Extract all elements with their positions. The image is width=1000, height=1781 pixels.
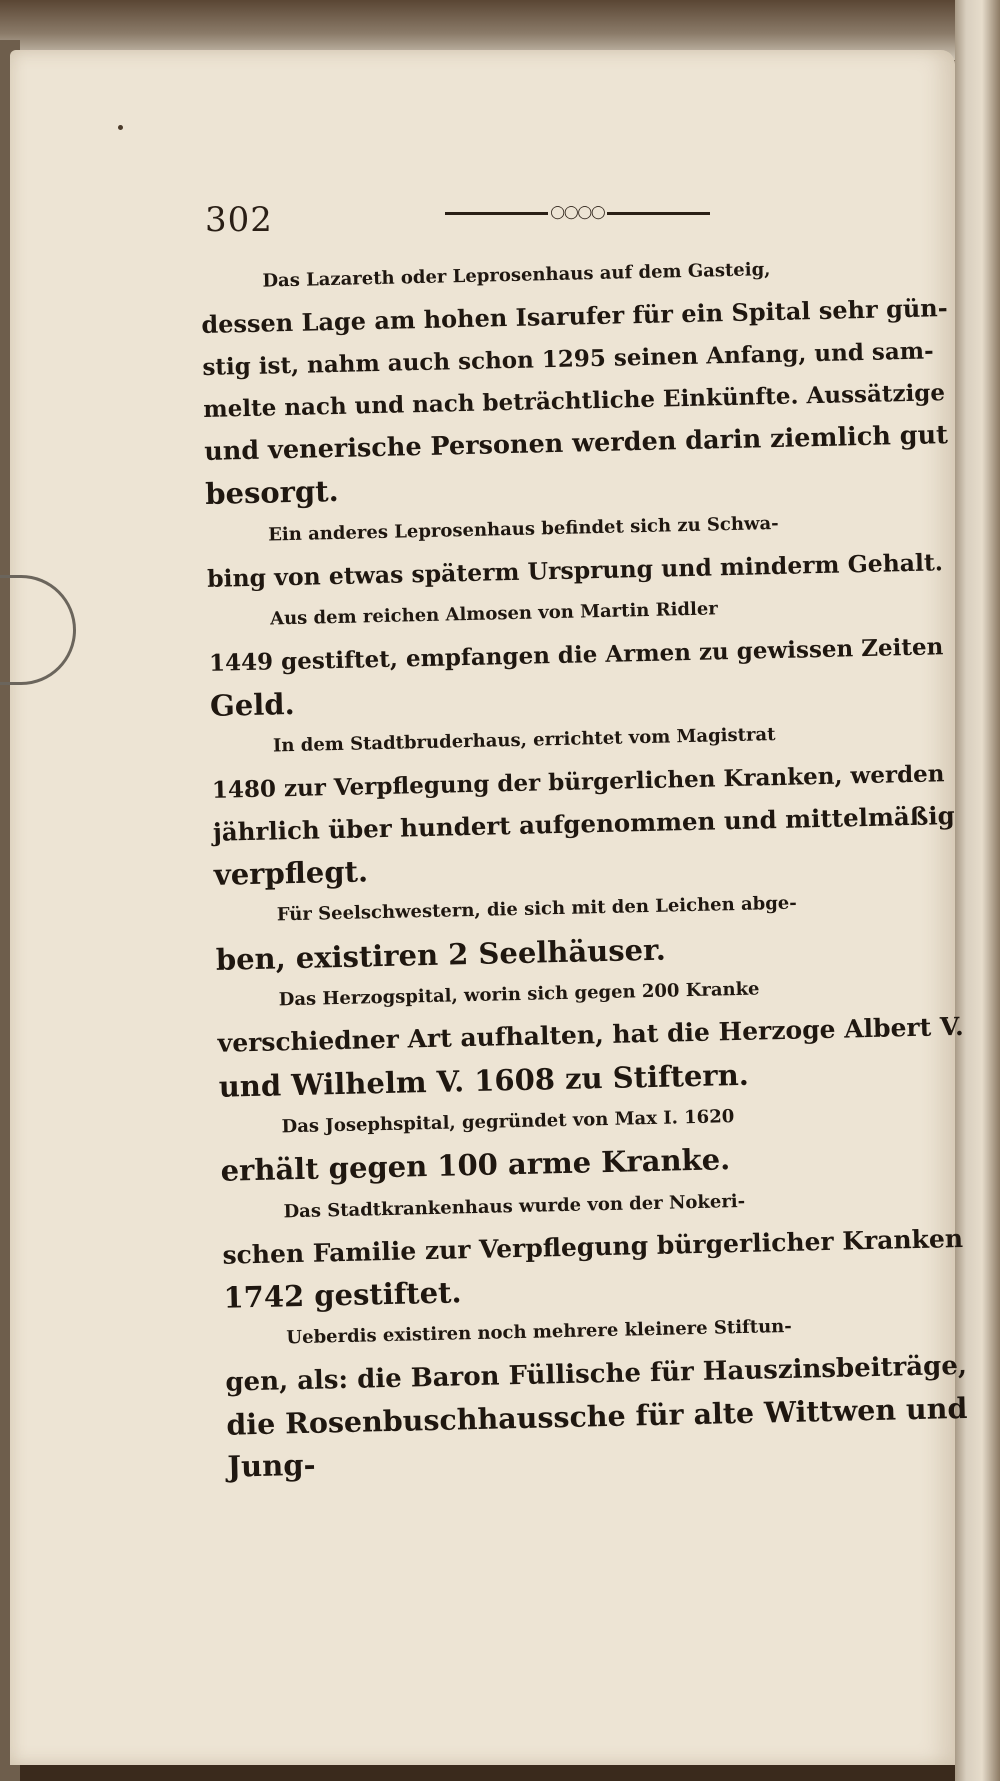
page-header [205,200,805,250]
ink-spot [118,125,123,130]
text-line: jährlich über hundert aufgenommen und mittelmäßig [212,800,956,847]
text-line: Das Stadtkrankenhaus wurde von der Nokeri- [283,1190,746,1222]
rule-line-left [445,212,548,215]
text-line: die Rosenbuschhaussche für alte Wittwen und [226,1390,968,1442]
text-line: besorgt. [204,474,340,512]
text-line: Ein anderes Leprosenhaus befindet sich zu Schwa- [267,512,779,546]
text-line: Aus dem reichen Almosen von Martin Ridler [269,598,719,630]
text-line: verschiedner Art aufhalten, hat die Herzoge Albert V. [217,1012,964,1059]
text-line: 1742 gestiftet. [223,1275,462,1315]
text-line: stig ist, nahm auch schon 1295 seinen Anfang, und sam- [202,336,934,381]
text-line: und venerische Personen werden darin ziemlich gut [203,420,949,468]
text-line: Das Lazareth oder Leprosenhaus auf dem Gasteig, [262,259,771,292]
text-line: Für Seelschwestern, die sich mit den Leichen abge- [276,893,797,926]
text-line: ben, existiren 2 Seelhäuser. [215,932,667,977]
text-line: und Wilhelm V. 1608 zu Stiftern. [218,1057,750,1104]
text-line: Jung- [226,1448,316,1484]
text-line: Ueberdis existiren noch mehrere kleinere Stiftun- [286,1316,792,1349]
text-line: Das Josephspital, gegründet von Max I. 1620 [281,1106,735,1138]
page-number: 302 [205,200,273,240]
text-line: Geld. [209,686,296,723]
text-line: In dem Stadtbruderhaus, errichtet vom Magistrat [272,724,776,757]
next-page-edge [955,0,1000,1781]
text-line: verpflegt. [213,854,369,892]
text-line: erhält gegen 100 arme Kranke. [220,1142,731,1188]
text-line: Das Herzogspital, worin sich gegen 200 Kranke [278,978,760,1011]
text-line: 1480 zur Verpflegung der bürgerlichen Kranken, werden [211,759,945,804]
bleed-through-text [963,0,998,1781]
text-line: melte nach und nach beträchtliche Einkünfte. Aussätzige [203,379,946,423]
text-line: bing von etwas späterm Ursprung und minderm Gehalt. [206,548,944,593]
ornamental-rule [445,206,710,220]
text-line: gen, als: die Baron Füllische für Hauszinsbeiträge, [225,1350,968,1398]
text-line: dessen Lage am hohen Isarufer für ein Spital sehr gün- [201,293,948,340]
rule-ornament-icon: ◯◯◯◯ [550,205,605,220]
page-body-text [200,245,973,1488]
rule-line-right [607,212,710,215]
text-line: 1449 gestiftet, empfangen die Armen zu gewissen Zeiten [208,632,944,677]
text-line: schen Familie zur Verpflegung bürgerlicher Kranken [222,1223,964,1270]
